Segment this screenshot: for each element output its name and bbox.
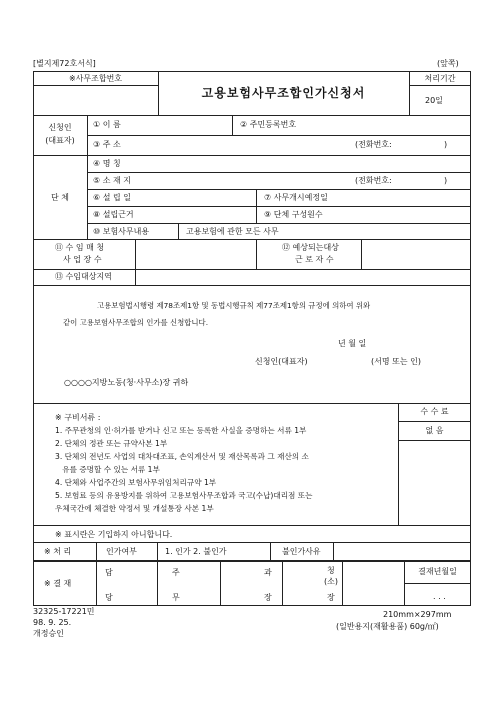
insurance-work-value: 고용보험에 관한 모든 사무 <box>186 227 279 236</box>
approval-label: 인가여부 <box>106 547 137 556</box>
delegated-workplaces-label: ⑪ 수 임 매 청 <box>55 243 105 252</box>
org-phone-label: (전화번호: <box>355 176 392 185</box>
fee-label: 수 수 료 <box>420 407 449 416</box>
applicant-rrn-label: ② 주민등록번호 <box>240 120 297 129</box>
addressee: ○○○○지방노동(청·사무소)장 귀하 <box>64 378 189 387</box>
org-name-label: ④ 명 칭 <box>93 159 121 168</box>
form-number: [별지제72호서식] <box>33 59 96 68</box>
org-basis-label: ⑧ 설립근거 <box>93 210 134 219</box>
form-title: 고용보험사무조합인가신청서 <box>201 86 366 100</box>
applicant-name-label: ① 이 름 <box>93 120 121 129</box>
revision-date: 98. 9. 25. <box>33 618 72 627</box>
document-item: 우체국간에 체결한 약정서 및 개설통장 사본 1부 <box>55 504 214 513</box>
applicant-section-sublabel: (대표자) <box>45 136 75 145</box>
statement-line-1: 고용보험법시행령 제78조제1항 및 동법시행규칙 제77조제1항의 규정에 의하여 위와 <box>97 301 371 310</box>
application-date: 년 월 일 <box>338 339 367 348</box>
delegated-region-label: ⑬ 수임대상지역 <box>55 272 112 281</box>
org-members-label: ⑨ 단체 구성원수 <box>264 210 323 219</box>
paper-type: (일반용지(재활용품) 60g/㎡) <box>336 622 439 631</box>
document-item: 1. 주무관청의 인·허가를 받거나 신고 또는 등록한 사실을 증명하는 서류 1부 <box>55 426 307 435</box>
document-item: 4. 단체와 사업주간의 보험사무위임처리규약 1부 <box>55 478 217 487</box>
decision-label: ※ 결 재 <box>44 579 72 588</box>
process-label: ※ 처 리 <box>44 547 72 556</box>
applicant-phone-label: (전화번호: <box>355 140 392 149</box>
note-text: ※ 표시란은 기입하지 아니합니다. <box>55 530 173 539</box>
approval-date-value: . . . <box>433 592 446 601</box>
org-location-label: ⑤ 소 재 지 <box>93 176 131 185</box>
org-business-start-label: ⑦ 사무개시예정일 <box>264 193 328 202</box>
processing-period-value: 20일 <box>425 96 443 105</box>
org-established-label: ⑥ 설 립 일 <box>93 193 131 202</box>
statement-line-2: 같이 고용보험사무조합의 인가를 신청합니다. <box>63 318 209 327</box>
document-item: 5. 보험료 등의 유용방지를 위하여 고용보험사무조합과 국고(수납)대리점 또는 <box>55 491 313 500</box>
fee-value: 없 음 <box>425 426 444 435</box>
signature-label: (서명 또는 인) <box>371 357 421 366</box>
paper-size: 210mm×297mm <box>383 610 452 619</box>
expected-workers-label: ⑫ 예상되는대상 <box>282 243 339 252</box>
insurance-work-label: ⑩ 보험사무내용 <box>93 227 150 236</box>
applicant-section-label: 신청인 <box>48 123 72 132</box>
revision-approval: 개정승인 <box>33 629 64 638</box>
page-side-label: (앞쪽) <box>437 59 459 68</box>
documents-title: ※ 구비서류 : <box>55 413 101 422</box>
document-item: 2. 단체의 정관 또는 규약사본 1부 <box>55 439 168 448</box>
approval-date-label: 결재년월일 <box>418 567 457 576</box>
document-item: 유를 증명할 수 있는 서류 1부 <box>55 465 160 474</box>
document-item: 3. 단체의 전년도 사업의 대차대조표, 손익계산서 및 재산목록과 그 재산의 소 <box>55 452 309 461</box>
processing-period-label: 처리기간 <box>424 74 456 83</box>
union-number-label: ※사무조합번호 <box>68 74 123 83</box>
signer-label: 신청인(대표자) <box>255 357 308 366</box>
organization-section-label: 단 체 <box>51 193 69 202</box>
form-code: 32325-17221민 <box>33 607 95 616</box>
applicant-address-label: ③ 주 소 <box>93 140 121 149</box>
rejection-reason-label: 불인가사유 <box>282 547 321 556</box>
documents-list <box>55 424 395 515</box>
approval-options: 1. 인가 2. 불인가 <box>165 547 227 556</box>
